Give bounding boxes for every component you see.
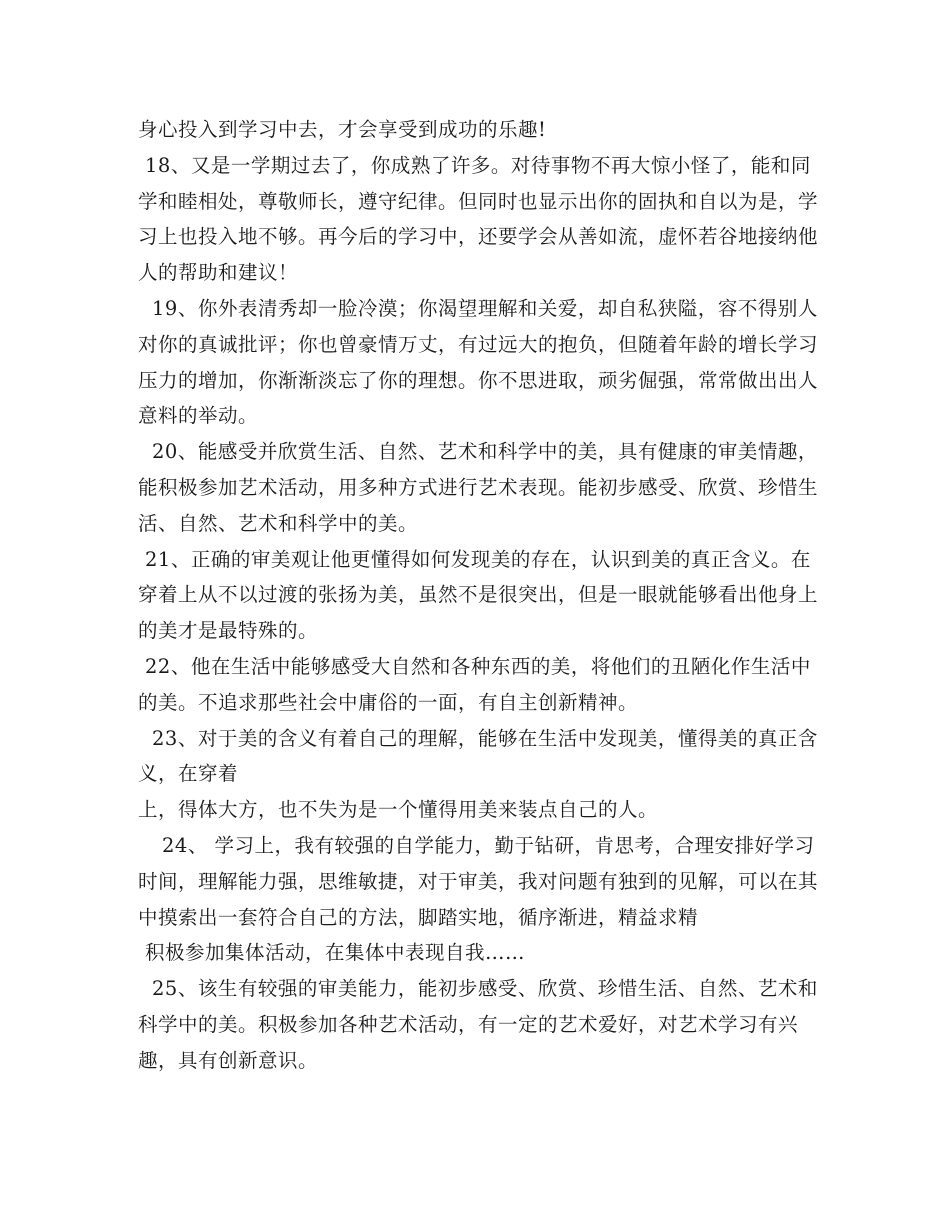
paragraph-20: 20、能感受并欣赏生活、自然、艺术和科学中的美，具有健康的审美情趣，能积极参加艺术活动，用多种方式进行艺术表现。能初步感受、欣赏、珍惜生活、自然、艺术和科学中的美。 bbox=[138, 440, 819, 535]
paragraph-24: 24、 学习上，我有较强的自学能力，勤于钻研，肯思考，合理安排好学习时间，理解能力强，思维敏捷，对于审美，我对问题有独到的见解，可以在其中摸索出一套符合自己的方法，脚踏实地，循序渐进，精益求精 bbox=[138, 833, 819, 929]
paragraph-18: 18、又是一学期过去了，你成熟了许多。对待事物不再大惊小怪了，能和同学和睦相处，尊敬师长，遵守纪律。但同时也显示出你的固执和自以为是，学习上也投入地不够。再今后的学习中，还要学会从善如流，虚怀若谷地接纳他人的帮助和建议！ bbox=[138, 153, 819, 285]
paragraph-23-continued: 上，得体大方，也不失为是一个懂得用美来装点自己的人。 bbox=[138, 798, 659, 822]
paragraph-25: 25、该生有较强的审美能力，能初步感受、欣赏、珍惜生活、自然、艺术和科学中的美。积极参加各种艺术活动，有一定的艺术爱好，对艺术学习有兴趣，具有创新意识。 bbox=[138, 977, 818, 1072]
document-body bbox=[138, 112, 828, 1079]
paragraph-22: 22、他在生活中能够感受大自然和各种东西的美，将他们的丑陋化作生活中的美。不追求那些社会中庸俗的一面，有自主创新精神。 bbox=[138, 654, 811, 714]
paragraph-23: 23、对于美的含义有着自己的理解，能够在生活中发现美，懂得美的真正含义，在穿着 bbox=[138, 726, 818, 786]
paragraph-19: 19、你外表清秀却一脸冷漠；你渴望理解和关爱，却自私狭隘，容不得别人对你的真诚批评；你也曾豪情万丈，有过远大的抱负，但随着年龄的增长学习压力的增加，你渐渐淡忘了你的理想。你不思进取，顽劣倔强，常常做出出人意料的举动。 bbox=[138, 296, 819, 428]
paragraph-24-continued: 积极参加集体活动，在集体中表现自我…… bbox=[145, 941, 526, 965]
paragraph-21: 21、正确的审美观让他更懂得如何发现美的存在，认识到美的真正含义。在穿着上从不以过渡的张扬为美，虽然不是很突出，但是一眼就能够看出他身上的美才是最特殊的。 bbox=[138, 547, 819, 643]
paragraph-intro: 身心投入到学习中去，才会享受到成功的乐趣! bbox=[138, 118, 547, 141]
